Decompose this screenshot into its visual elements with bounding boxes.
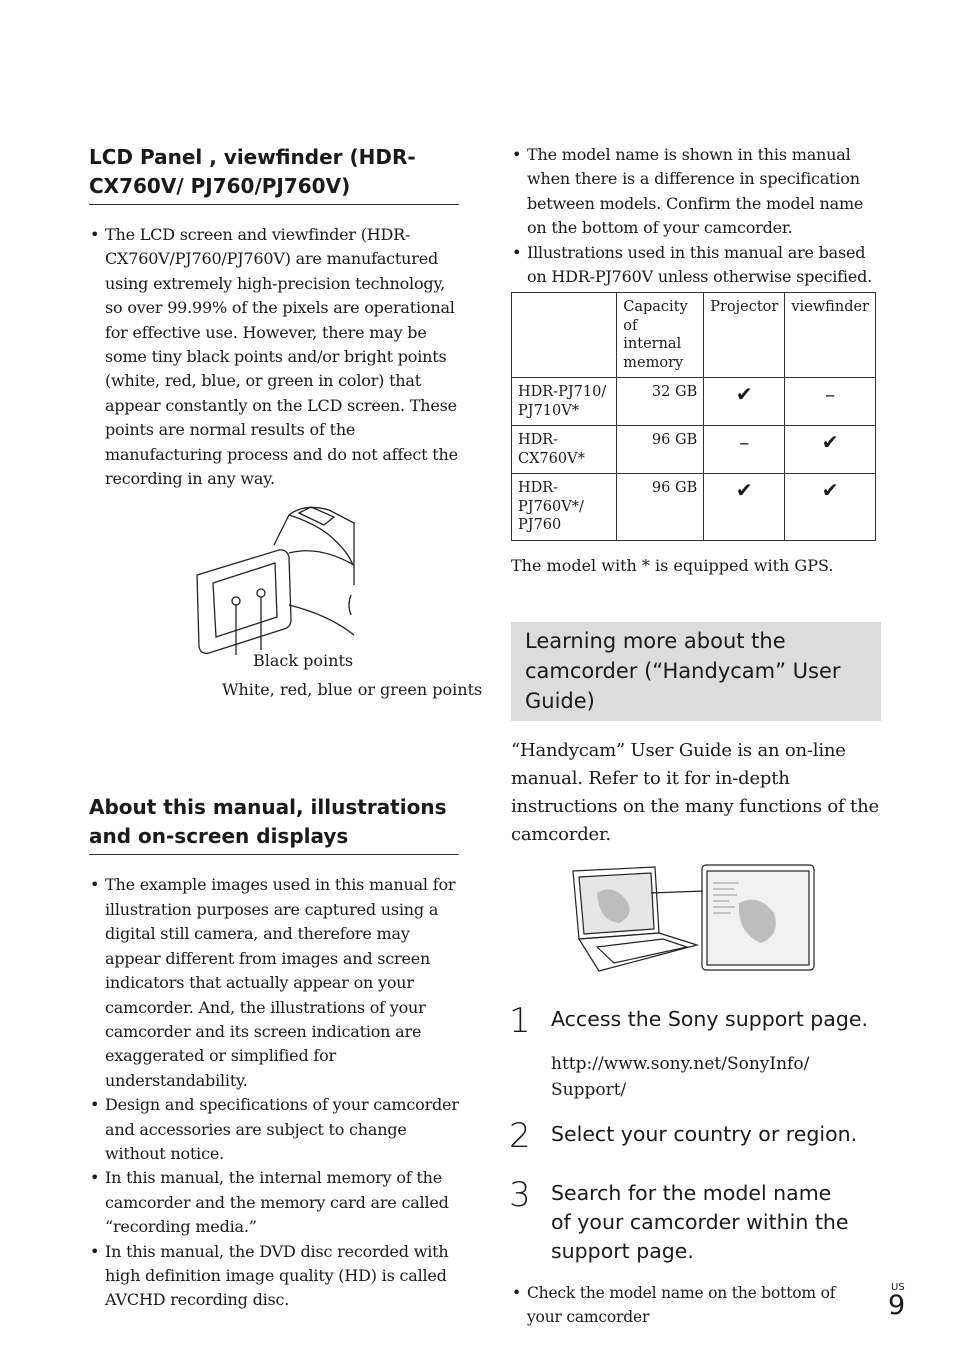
list-item: • In this manual, the internal memory of the camcorder and the memory card are called “recording media.”: [89, 1166, 459, 1239]
page-number: 9: [888, 1290, 906, 1321]
step-2: [509, 1115, 891, 1156]
viewfinder-cell: –: [785, 378, 876, 426]
step-text: Select your country or region.: [551, 1121, 858, 1146]
projector-cell: –: [704, 426, 785, 474]
black-points-label: Black points: [253, 651, 354, 671]
step-3: [509, 1174, 891, 1266]
list-item: • Design and specifications of your camcorder and accessories are subject to change without notice.: [89, 1093, 459, 1166]
table-row: [512, 426, 876, 474]
table-header-cell: Projector: [704, 293, 785, 378]
step-number: 2: [509, 1115, 531, 1156]
learn-intro: “Handycam” User Guide is an on-line manual. Refer to it for in-depth instructions on the many functions of the camcorder.: [511, 739, 879, 845]
table-row: [512, 378, 876, 426]
step-text: Access the Sony support page.: [551, 1006, 868, 1031]
lcd-bullet-list: [89, 223, 459, 491]
list-item: • Illustrations used in this manual are based on HDR-PJ760V unless otherwise specified.: [511, 241, 881, 290]
table-row: [512, 474, 876, 541]
step-number: 1: [509, 1000, 531, 1041]
projector-cell: ✔: [704, 378, 785, 426]
list-item: • Check the model name on the bottom of your camcorder: [511, 1281, 871, 1329]
gps-note: The model with * is equipped with GPS.: [511, 555, 834, 575]
capacity-cell: 96 GB: [617, 474, 704, 541]
bright-points-label: White, red, blue or green points: [222, 680, 483, 700]
model-notes-list: [511, 143, 881, 289]
table-header-row: [512, 293, 876, 378]
list-item: • The LCD screen and viewfinder (HDR-CX760V/PJ760/PJ760V) are manufactured using extremely high-precision technology, so over 99.99% of the pixels are operational for effective use. However, there may be some tiny black points and/or bright points (white, red, blue, or green in color) that appear constantly on the LCD screen. These points are normal results of the manufacturing process and do not affect the recording in any way.: [89, 223, 459, 491]
step-number: 3: [509, 1174, 531, 1215]
table-header-cell: [512, 293, 617, 378]
model-cell: HDR-PJ710/ PJ710V*: [512, 378, 617, 426]
manual-section-heading: About this manual, illustrations and on-screen displays: [89, 793, 459, 855]
list-item: • The model name is shown in this manual when there is a difference in specification between models. Confirm the model name on the bottom of your camcorder.: [511, 143, 881, 241]
table-header-cell: viewfinder: [785, 293, 876, 378]
lcd-section-heading: LCD Panel , viewfinder (HDR-CX760V/ PJ760/PJ760V): [89, 143, 459, 205]
model-cell: HDR-PJ760V*/ PJ760: [512, 474, 617, 541]
step-text: Search for the model name of your camcorder within the support page.: [551, 1180, 849, 1263]
table-header-cell: Capacity of internal memory: [617, 293, 704, 378]
list-item: • In this manual, the DVD disc recorded with high definition image quality (HD) is called AVCHD recording disc.: [89, 1240, 459, 1313]
step-1: [509, 1000, 891, 1103]
list-item: • The example images used in this manual for illustration purposes are captured using a digital still camera, and therefore may appear different from images and screen indicators that actually appear on your camcorder. And, the illustrations of your camcorder and its screen indication are exaggerated or simplified for understandability.: [89, 873, 459, 1093]
capacity-cell: 32 GB: [617, 378, 704, 426]
lcd-illustration: [89, 505, 483, 715]
capacity-cell: 96 GB: [617, 426, 704, 474]
region-code: US: [891, 1282, 905, 1293]
viewfinder-cell: ✔: [785, 426, 876, 474]
viewfinder-cell: ✔: [785, 474, 876, 541]
support-url: http://www.sony.net/SonyInfo/ Support/: [551, 1053, 810, 1100]
manual-bullet-list: [89, 873, 459, 1312]
model-spec-table: [511, 292, 876, 541]
left-column: [89, 143, 483, 1313]
model-cell: HDR-CX760V*: [512, 426, 617, 474]
final-bullet-list: [511, 1281, 871, 1329]
steps-list: [509, 1000, 881, 1335]
learn-section-heading: Learning more about the camcorder (“Handycam” User Guide): [511, 622, 881, 721]
projector-cell: ✔: [704, 474, 785, 541]
laptop-user-guide-illustration: [569, 863, 829, 975]
camcorder-lcd-drawing: [89, 505, 459, 655]
right-column: [511, 143, 881, 1335]
